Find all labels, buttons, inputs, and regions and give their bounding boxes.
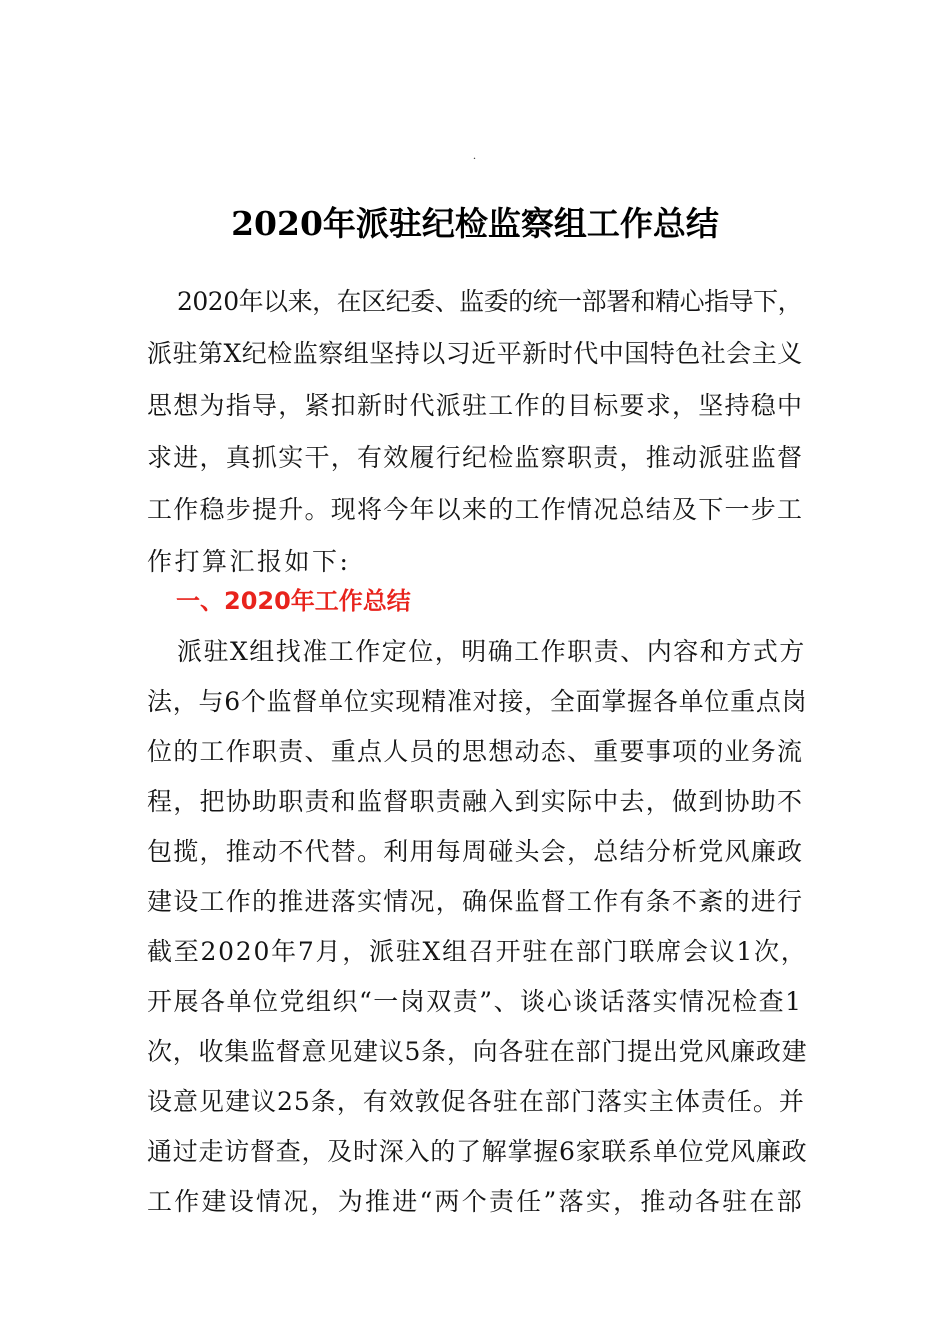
- paragraph-line: 派驻X组找准工作定位，明确工作职责、内容和方式方: [177, 637, 806, 666]
- page-top-mark: .: [473, 148, 476, 162]
- paragraph-line: 2020年以来，在区纪委、监委的统一部署和精心指导下，: [177, 287, 803, 316]
- paragraph-line: 程，把协助职责和监督职责融入到实际中去，做到协助不: [147, 787, 804, 816]
- paragraph-line: 通过走访督查，及时深入的了解掌握6家联系单位党风廉政: [147, 1137, 808, 1166]
- section-heading: 一、2020年工作总结: [176, 587, 411, 615]
- paragraph-line: 建设工作的推进落实情况，确保监督工作有条不紊的进行: [147, 887, 804, 916]
- paragraph-line: 截至2020年7月，派驻X组召开驻在部门联席会议1次，: [147, 937, 808, 966]
- paragraph-line: 工作稳步提升。现将今年以来的工作情况总结及下一步工: [147, 495, 804, 524]
- paragraph-line: 思想为指导，紧扣新时代派驻工作的目标要求，坚持稳中: [147, 391, 804, 420]
- paragraph-line: 法，与6个监督单位实现精准对接，全面掌握各单位重点岗: [147, 687, 808, 716]
- document-title: 2020年派驻纪检监察组工作总结: [231, 204, 719, 243]
- paragraph-line: 工作建设情况，为推进“两个责任”落实，推动各驻在部: [147, 1187, 804, 1216]
- paragraph-line: 派驻第X纪检监察组坚持以习近平新时代中国特色社会主义: [147, 339, 803, 368]
- paragraph-line: 开展各单位党组织“一岗双责”、谈心谈话落实情况检查1: [147, 987, 803, 1016]
- paragraph-line: 位的工作职责、重点人员的思想动态、重要事项的业务流: [147, 737, 804, 766]
- paragraph-line: 次，收集监督意见建议5条，向各驻在部门提出党风廉政建: [147, 1037, 808, 1066]
- paragraph-line: 作打算汇报如下:: [147, 547, 351, 576]
- paragraph-line: 求进，真抓实干，有效履行纪检监察职责，推动派驻监督: [147, 443, 804, 472]
- paragraph-line: 包揽，推动不代替。利用每周碰头会，总结分析党风廉政: [147, 837, 804, 866]
- paragraph-line: 设意见建议25条，有效敦促各驻在部门落实主体责任。并: [147, 1087, 805, 1116]
